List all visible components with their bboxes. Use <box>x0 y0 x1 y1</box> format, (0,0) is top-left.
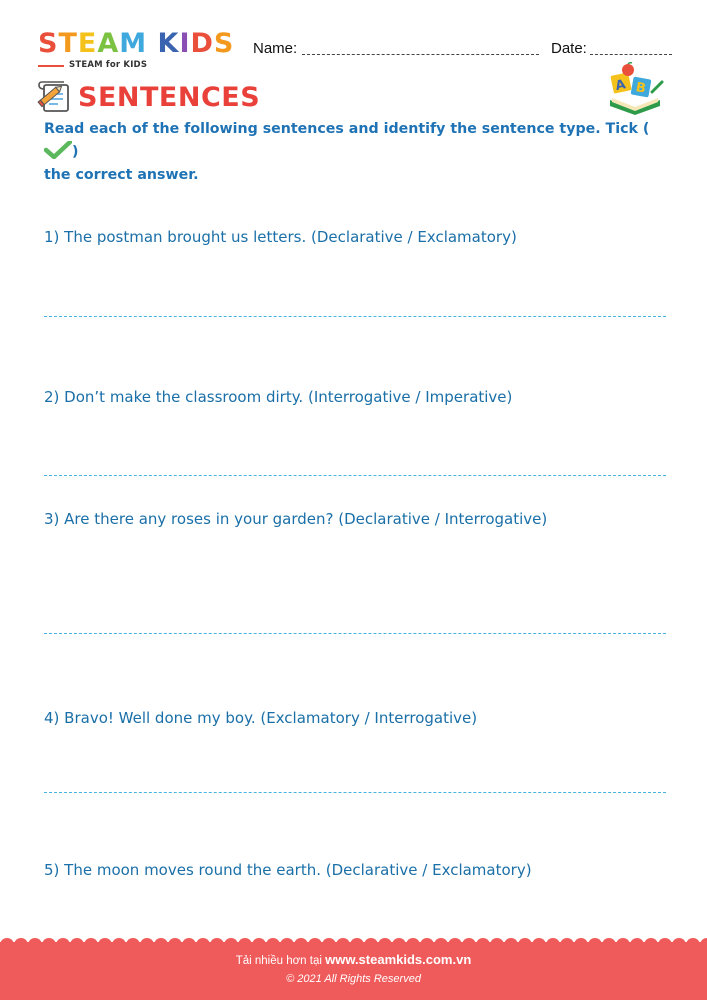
question-4: 4) Bravo! Well done my boy. (Exclamatory / Interrogative) <box>44 709 478 727</box>
answer-line-2[interactable] <box>44 475 666 476</box>
logo-letter: T <box>58 28 78 59</box>
footer-copyright: © 2021 All Rights Reserved <box>286 973 421 985</box>
date-field[interactable] <box>590 54 672 55</box>
logo-letter: A <box>97 28 120 59</box>
instructions <box>44 118 674 187</box>
footer-prefix: Tải nhiều hơn tại <box>235 955 326 967</box>
logo-tagline: STEAM for KIDS <box>38 60 238 70</box>
answer-line-3[interactable] <box>44 633 666 634</box>
footer <box>0 942 707 1000</box>
worksheet-title: SENTENCES <box>78 82 261 113</box>
footer-site-link[interactable]: www.steamkids.com.vn <box>325 952 472 967</box>
logo-letter <box>147 28 157 59</box>
name-label: Name: <box>253 40 298 57</box>
question-3: 3) Are there any roses in your garden? (Declarative / Interrogative) <box>44 510 548 528</box>
question-1: 1) The postman brought us letters. (Declarative / Exclamatory) <box>44 228 517 246</box>
footer-download-line <box>0 952 707 967</box>
question-2: 2) Don’t make the classroom dirty. (Interrogative / Imperative) <box>44 388 513 406</box>
svg-text:A: A <box>614 77 628 95</box>
abc-book-icon <box>606 62 664 116</box>
logo-letter: I <box>179 28 191 59</box>
question-5: 5) The moon moves round the earth. (Declarative / Exclamatory) <box>44 861 532 879</box>
steam-kids-logo <box>38 30 238 74</box>
pencil-paper-icon <box>36 80 72 114</box>
logo-letter: S <box>213 28 235 59</box>
logo-letter: D <box>190 28 214 59</box>
instructions-text: Read each of the following sentences and identify the sentence type. Tick ( <box>44 121 650 137</box>
logo-letter: E <box>77 28 98 59</box>
name-field[interactable] <box>302 54 539 55</box>
answer-line-4[interactable] <box>44 792 666 793</box>
svg-text:B: B <box>634 80 647 97</box>
logo-letter: M <box>119 28 148 59</box>
logo-letter: K <box>157 28 180 59</box>
instructions-line2: the correct answer. <box>44 167 199 183</box>
date-label: Date: <box>551 40 587 57</box>
logo-wordmark <box>38 30 238 58</box>
instructions-close-paren: ) <box>72 144 79 160</box>
answer-line-1[interactable] <box>44 316 666 317</box>
checkmark-icon <box>44 141 72 159</box>
logo-letter: S <box>38 28 59 59</box>
